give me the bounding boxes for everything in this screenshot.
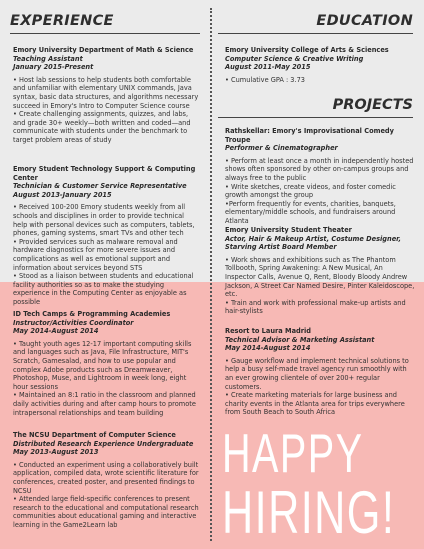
entry-role: Distributed Research Experience Undergraduate: [13, 439, 194, 448]
happy-hiring-slogan: [222, 424, 422, 544]
slogan-line-1: HAPPY: [222, 422, 364, 484]
entry-org: Emory University Student Theater: [225, 226, 352, 234]
entry-dates: May 2014-August 2014: [225, 344, 311, 353]
entry-bullet: • Create challenging assignments, quizzes, and labs, and grade 30+ weekly—both written and coded—and communicate with students under the benchmark to target problem areas of study: [13, 110, 191, 144]
entry-org: Rathskellar: Emory's Improvisational Comedy Troupe: [225, 127, 394, 144]
entry-org: The NCSU Department of Computer Science: [13, 431, 176, 439]
dotted-divider: [210, 8, 212, 541]
entry-bullet: • Host lab sessions to help students both comfortable and unfamiliar with elementary UNIX commands, Java syntax, basic data structures, and algorithms necessary succeed in Emory's Intro to Computer Science course: [13, 75, 199, 110]
experience-header: EXPERIENCE: [10, 9, 200, 34]
entry-org: Emory Student Technology Support & Computing Center: [13, 165, 196, 182]
entry-bullet: • Gauge workflow and implement technical solutions to help a busy self-made travel agency run smoothly with an ever growing clientele of over 200+ regular customers.: [225, 356, 409, 391]
education-header: EDUCATION: [218, 9, 413, 34]
entry-bullet: • Stood as a liaison between students and educational facility authorities so as to make the studying experience in the Computing Center as enjoyable as possible: [13, 272, 194, 306]
entry-role: Actor, Hair & Makeup Artist, Costume Designer, Starving Artist Board Member: [225, 234, 401, 252]
experience-entry-2: [13, 165, 200, 307]
entry-bullet: • Work shows and exhibitions such as The Phantom Tollbooth, Spring Awakening: A New Musical, An Inspector Calls, Avenue Q, Rent, Bloody Bloody Andrew Jackson, A Street Car Named Desire, Pinter Kaleidoscope, etc.: [225, 255, 415, 299]
entry-role: Instructor/Activities Coordinator: [13, 318, 134, 327]
entry-bullet: • Write sketches, create videos, and foster comedic growth amongst the group: [225, 182, 396, 200]
project-entry-3: [225, 327, 415, 417]
entry-dates: May 2013-August 2013: [13, 448, 99, 457]
experience-entry-1: [13, 46, 200, 145]
entry-bullet: • Taught youth ages 12-17 important computing skills and languages such as Java, File Infrastructure, MIT's Scratch, Gamesalad, and how to use popular and complex Adobe products such as Dreamweaver, Photoshop, Muse, and Lightroom in week long, eight hour sessions: [13, 339, 192, 391]
entry-dates: May 2014-August 2014: [13, 327, 99, 336]
projects-header: PROJECTS: [218, 93, 413, 118]
entry-dates: January 2015-Present: [13, 63, 94, 72]
entry-bullet: • Train and work with professional make-up artists and hair-stylists: [225, 298, 406, 316]
entry-bullet: • Received 100-200 Emory students weekly from all schools and disciplines in order to provide technical help with personal devices such as computers, tablets, phones, gaming systems, smart TVs and other tech: [13, 203, 195, 238]
project-entry-2: [225, 226, 415, 316]
project-entry-1: [225, 127, 415, 226]
experience-entry-4: [13, 431, 200, 530]
entry-bullet: • Cumulative GPA : 3.73: [225, 75, 305, 84]
education-entry: [225, 46, 415, 84]
entry-role: Technician & Customer Service Representative: [13, 182, 187, 191]
entry-bullet: • Perform at least once a month in independently hosted shows often sponsored by other on-campus groups and always free to the public: [225, 156, 414, 182]
entry-org: Resort to Laura Madrid: [225, 327, 311, 335]
entry-bullet: • Provided services such as malware removal and hardware diagnostics for more severe issues and complications as well as emotional support and information about services beyond STS: [13, 237, 178, 272]
entry-bullet: • Conducted an experiment using a collaboratively built application, compiled data, wrote scientific literature for conferences, created poster, and presented findings to NCSU: [13, 460, 199, 495]
experience-entry-3: [13, 310, 200, 417]
entry-bullet: • Attended large field-specific conferences to present research to the educational and computational research communities about educational gaming and interactive learning in the Game2Learn lab: [13, 495, 199, 529]
entry-org: ID Tech Camps & Programming Academies: [13, 310, 171, 318]
entry-bullet: •Perform frequently for events, charities, banquets, elementary/middle schools, and fundraisers around Atlanta: [225, 199, 396, 225]
entry-role: Computer Science & Creative Writing: [225, 54, 364, 63]
entry-role: Teaching Assistant: [13, 54, 83, 63]
slogan-line-2: HIRING!: [222, 479, 396, 546]
entry-role: Performer & Cinematographer: [225, 144, 338, 153]
entry-role: Technical Advisor & Marketing Assistant: [225, 335, 375, 344]
entry-org: Emory University Department of Math & Science: [13, 46, 194, 54]
entry-dates: August 2013-January 2015: [13, 190, 112, 199]
entry-org: Emory University College of Arts & Sciences: [225, 46, 389, 54]
entry-bullet: • Create marketing materials for large business and charity events in the Atlanta area for trips everywhere from South Beach to South Africa: [225, 391, 405, 417]
entry-bullet: • Maintained an 8:1 ratio in the classroom and planned daily activities during and after camp hours to promote intrapersonal relationships and team building: [13, 391, 196, 417]
entry-dates: August 2011-May 2015: [225, 63, 311, 72]
